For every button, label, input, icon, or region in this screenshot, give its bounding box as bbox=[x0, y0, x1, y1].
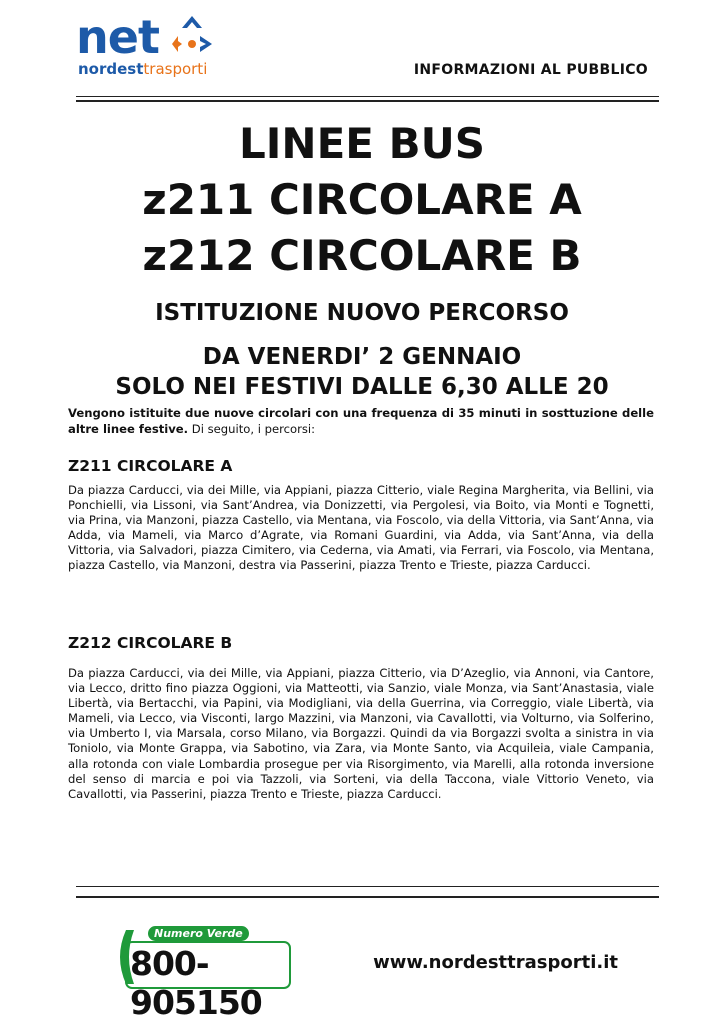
title-line-1: LINEE BUS bbox=[239, 119, 485, 168]
logo-arrows-icon bbox=[170, 8, 222, 58]
numero-verde-label: Numero Verde bbox=[148, 926, 249, 941]
section-b-heading: Z212 CIRCOLARE B bbox=[68, 634, 233, 652]
section-b-body: Da piazza Carducci, via dei Mille, via Appiani, piazza Citterio, via D’Azeglio, via Annoni, via Cantore, via Lecco, dritto fino piazza Oggioni, via Matteotti, via Sanzio, viale Monza, via Sant’Anastasia, viale Libertà, via Bertacchi, via Papini, via Modigliani, via della Guerrina, via Correggio, viale Libertà, via Mameli, via Lecco, via Visconti, largo Mazzini, via Manzoni, via Cavallotti, via Volturno, via Solferino, via Umberto I, via Marsala, corso Milano, via Borgazzi. Quindi da via Borgazzi svolta a sinistra in via Toniolo, via Monte Grappa, via Sabotino, via Zara, via Monte Santo, via Acquileia, viale Campania, alla rotonda con viale Lombardia prosegue per via Risorgimento, via Marelli, alla rotonda inversione del senso di marcia e poi via Tazzoli, via Sorteni, via della Taccona, viale Vittorio Veneto, via Cavallotti, via Passerini, piazza Trento e Trieste, piazza Carducci. bbox=[68, 666, 654, 801]
logo-net-text: net bbox=[76, 10, 159, 64]
subtitle-3: SOLO NEI FESTIVI DALLE 6,30 ALLE 20 bbox=[115, 374, 609, 400]
section-a-heading: Z211 CIRCOLARE A bbox=[68, 457, 233, 475]
intro-normal: Di seguito, i percorsi: bbox=[188, 422, 316, 436]
section-a-body: Da piazza Carducci, via dei Mille, via Appiani, piazza Citterio, viale Regina Margherita, via Bellini, via Ponchielli, via Lissoni, via Sant’Andrea, via Donizzetti, via Pergolesi, via Boito, via Monti e Tognetti, via Prina, via Manzoni, piazza Castello, via Mentana, via Foscolo, via della Vittoria, via Sant’Anna, via Adda, via Mameli, via Marco d’Agrate, via Romani Guardini, via Adda, via Sant’Anna, via della Vittoria, via Salvadori, piazza Cimitero, via Cederna, via Amati, via Ferrari, via Foscolo, via Mentana, piazza Castello, via Manzoni, destra via Passerini, piazza Trento e Trieste, piazza Carducci. bbox=[68, 483, 654, 573]
title-block bbox=[0, 116, 724, 402]
intro-bold: Vengono istituite due nuove circolari con una frequenza di 35 minuti in sosttuzione delle altre linee festive. bbox=[68, 406, 654, 436]
top-rule bbox=[76, 96, 659, 97]
logo-subtitle bbox=[78, 60, 207, 78]
intro-paragraph bbox=[68, 405, 654, 437]
website-link[interactable]: www.nordesttrasporti.it bbox=[373, 952, 618, 973]
company-logo bbox=[76, 8, 226, 86]
bottom-rule-thick bbox=[76, 896, 659, 898]
title-line-2: z211 CIRCOLARE A bbox=[142, 175, 582, 224]
bottom-rule bbox=[76, 886, 659, 887]
logo-sub-trasporti: trasporti bbox=[143, 60, 208, 78]
logo-sub-nordest: nordest bbox=[78, 60, 144, 78]
numero-verde-badge bbox=[112, 924, 292, 1022]
subtitle-2: DA VENERDI’ 2 GENNAIO bbox=[202, 344, 522, 370]
subtitle-1: ISTITUZIONE NUOVO PERCORSO bbox=[155, 300, 569, 326]
top-rule-thick bbox=[76, 100, 659, 102]
header-label: INFORMAZIONI AL PUBBLICO bbox=[413, 62, 648, 78]
numero-verde-number: 800-905150 bbox=[130, 944, 262, 1022]
title-line-3: z212 CIRCOLARE B bbox=[142, 231, 582, 280]
